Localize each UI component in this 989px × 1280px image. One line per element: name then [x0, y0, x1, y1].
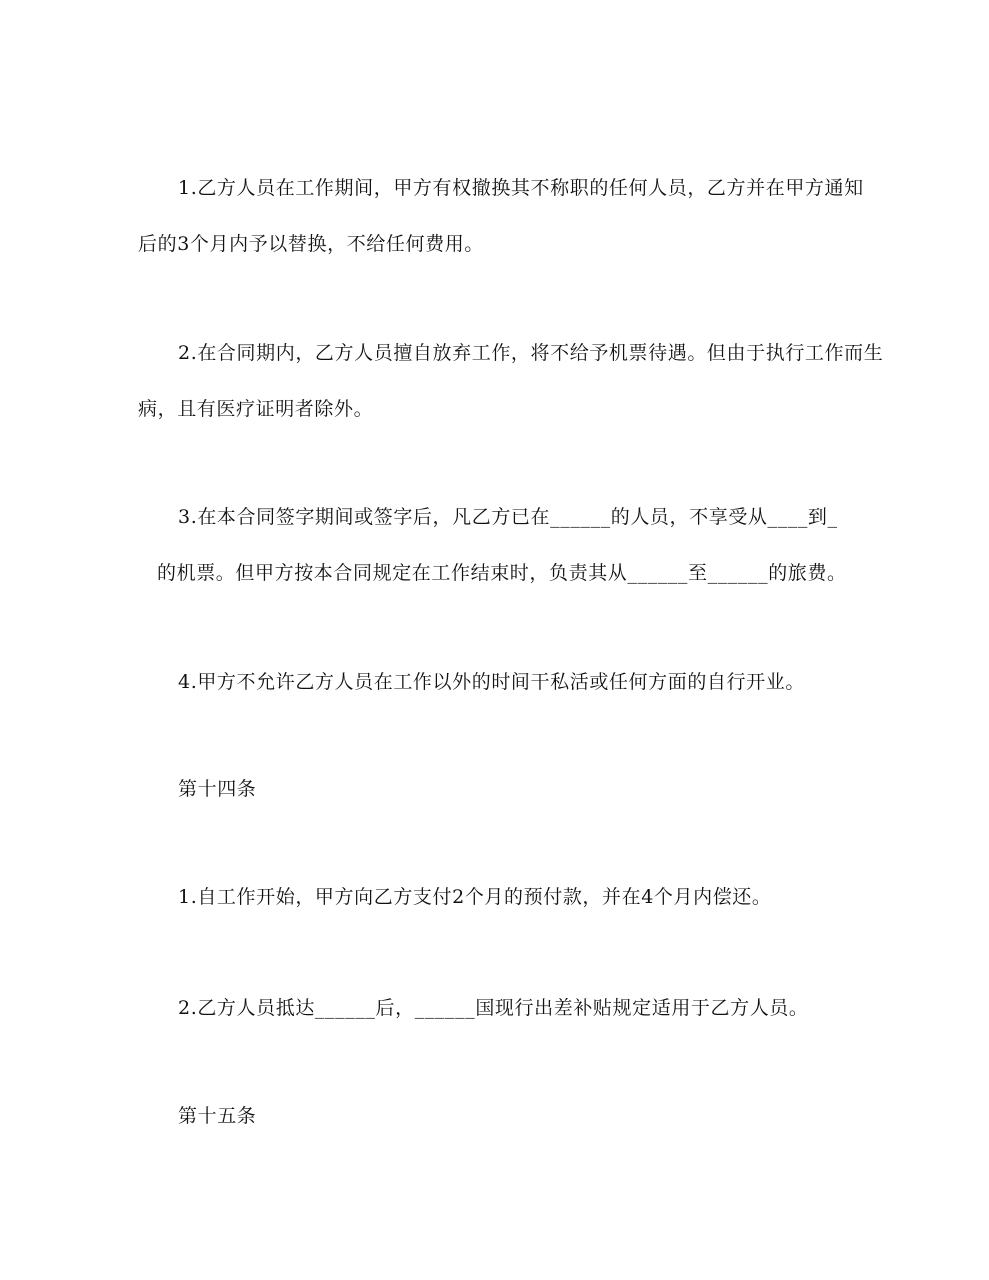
article-14-heading: 第十四条: [178, 778, 257, 800]
clause-13-item-2-line-2: 病，且有医疗证明者除外。: [138, 398, 374, 420]
clause-13-item-1-line-1: 1.乙方人员在工作期间，甲方有权撤换其不称职的任何人员，乙方并在甲方通知: [178, 177, 864, 199]
clause-14-item-2: 2.乙方人员抵达______后，______国现行出差补贴规定适用于乙方人员。: [178, 997, 809, 1019]
clause-14-item-1: 1.自工作开始，甲方向乙方支付2个月的预付款，并在4个月内偿还。: [178, 886, 772, 908]
clause-13-item-3-line-2: 的机票。但甲方按本合同规定在工作结束时，负责其从______至______的旅费。: [157, 562, 847, 584]
article-15-heading: 第十五条: [178, 1105, 257, 1127]
clause-13-item-2-line-1: 2.在合同期内，乙方人员擅自放弃工作，将不给予机票待遇。但由于执行工作而生: [178, 342, 884, 364]
clause-13-item-4: 4.甲方不允许乙方人员在工作以外的时间干私活或任何方面的自行开业。: [178, 671, 805, 693]
clause-13-item-1-line-2: 后的3个月内予以替换，不给任何费用。: [138, 233, 484, 255]
clause-13-item-3-line-1: 3.在本合同签字期间或签字后，凡乙方已在______的人员，不享受从____到_: [178, 506, 838, 528]
